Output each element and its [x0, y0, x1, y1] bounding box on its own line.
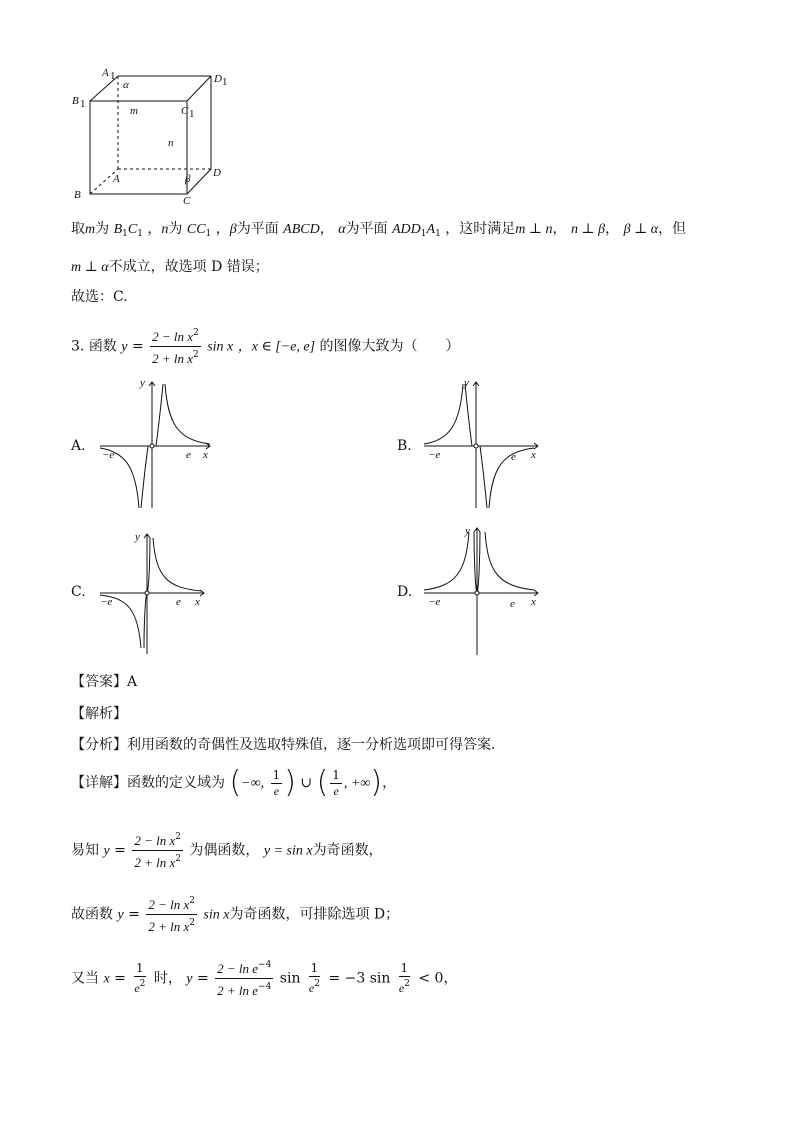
- option-d-label[interactable]: D.: [397, 584, 413, 600]
- option-d-e: e: [510, 598, 515, 610]
- cube-label-m: m: [130, 105, 138, 117]
- detail-line: 【详解】函数的定义域为 (−∞, $\frac{1}{e}$ ) ∪ ( $\frac{1}{e}$ , +∞)，: [71, 765, 397, 800]
- cube-label-d: D: [213, 167, 221, 179]
- option-c-graph[interactable]: [96, 528, 226, 658]
- solution-line-3: 故选：C.: [71, 289, 128, 305]
- option-b-y-label: y: [464, 377, 469, 389]
- even-function-line: 易知 y = $\frac{2 - \ln x^2}{2 + \ln x^2}$ 为偶函数， y = sin x为奇函数，: [71, 832, 383, 870]
- option-a-x-label: x: [203, 449, 208, 461]
- cube-label-d1: D: [214, 73, 222, 85]
- cube-figure: [68, 62, 238, 207]
- option-a-graph[interactable]: [96, 376, 226, 511]
- option-b-x-label: x: [531, 449, 536, 461]
- option-c-x-label: x: [195, 596, 200, 608]
- option-d-x-label: x: [531, 596, 536, 608]
- option-c-e: e: [176, 596, 181, 608]
- special-value-line: 又当 x = $\frac{1}{e^2}$ 时， y = $\frac{2 - \ln e^{-4}}{2 + \ln e^{-4}}$ sin $\frac{1}{e^2}$ = −3 sin $\frac{1}{e^2}$ < 0，: [71, 960, 458, 998]
- question-fraction: $\frac{2 - \ln x^2}{2 + \ln x^2}$: [152, 328, 199, 366]
- cube-label-b1: B: [72, 95, 79, 107]
- question-3: 3. 函数 y = $\frac{2 - \ln x^2}{2 + \ln x^2}$ sin x ，x ∈ [−e, e] 的图像大致为（ ）: [71, 328, 460, 366]
- odd-function-line: 故函数 y = $\frac{2 - \ln x^2}{2 + \ln x^2}$ sin x为奇函数，可排除选项 D；: [71, 896, 400, 934]
- option-a-e: e: [186, 449, 191, 461]
- cube-label-beta: β: [185, 173, 191, 185]
- svg-text:1: 1: [80, 98, 86, 110]
- cube-label-n: n: [168, 137, 174, 149]
- solution-line-2: m ⊥ α不成立，故选项 D 错误；: [71, 259, 269, 275]
- option-c-label[interactable]: C.: [71, 584, 86, 600]
- option-b-label[interactable]: B.: [397, 438, 412, 454]
- option-d-y-label: y: [465, 525, 470, 537]
- svg-text:1: 1: [222, 76, 228, 88]
- option-b-neg-e: −e: [428, 449, 441, 461]
- cube-label-alpha: α: [123, 79, 129, 91]
- option-b-graph[interactable]: [420, 376, 550, 511]
- cube-label-c1: C: [181, 105, 189, 117]
- option-a-label[interactable]: A.: [71, 438, 86, 454]
- option-c-neg-e: −e: [100, 596, 113, 608]
- analysis-heading: 【解析】: [71, 706, 127, 722]
- solution-line-1: 取m为 $B_1C_1$ ，n为 $CC_1$ ，β为平面 ABCD， α为平面 $ADD_1A_1$ ，这时满足m ⊥ n， n ⊥ β， β ⊥ α，但: [71, 221, 687, 239]
- svg-text:1: 1: [110, 70, 116, 82]
- option-b-e: e: [511, 451, 516, 463]
- svg-text:1: 1: [189, 108, 195, 120]
- cube-label-a1: A: [102, 67, 109, 79]
- cube-label-a: A: [113, 173, 120, 185]
- answer-line: 【答案】A: [71, 674, 138, 690]
- option-a-y-label: y: [140, 377, 145, 389]
- fenxi-line: 【分析】利用函数的奇偶性及选取特殊值，逐一分析选项即可得答案．: [71, 737, 505, 753]
- option-d-graph[interactable]: [420, 522, 550, 657]
- cube-label-c: C: [183, 195, 191, 207]
- cube-label-b: B: [74, 189, 81, 201]
- option-a-neg-e: −e: [102, 449, 115, 461]
- option-c-y-label: y: [135, 531, 140, 543]
- option-d-neg-e: −e: [428, 596, 441, 608]
